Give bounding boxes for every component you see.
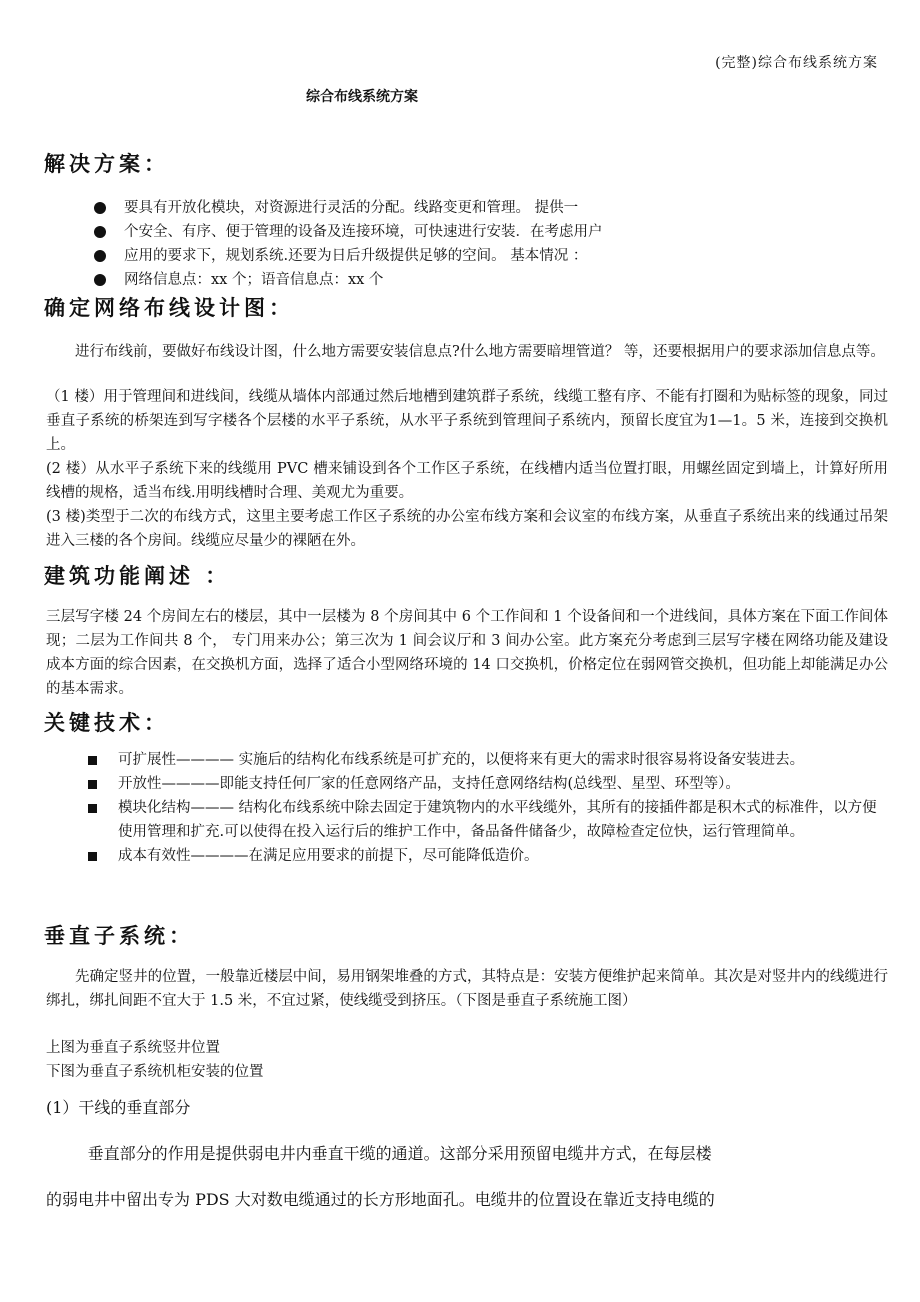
list-item: 个安全、有序、便于管理的设备及连接环境，可快速进行安装．在考虑用户 xyxy=(92,220,892,244)
bullet-square-icon xyxy=(88,780,97,789)
key-tech-bullet-list xyxy=(86,748,890,868)
design-intro-paragraph: 进行布线前，要做好布线设计图，什么地方需要安装信息点?什么地方需要暗埋管道？ 等，还要根据用户的要求添加信息点等。 xyxy=(75,344,885,360)
floor1-paragraph: （1 楼）用于管理间和进线间，线缆从墙体内部通过然后地槽到建筑群子系统，线缆工整有序、不能有打圈和为贴标签的现象，同过垂直子系统的桥架连到写字楼各个层楼的水平子系统，从水平子系统到管理间子系统内，预留长度宜为1—1。5 米，连接到交换机上。 xyxy=(46,389,888,453)
trunk-paragraph-line2: 的弱电井中留出专为 PDS 大对数电缆通过的长方形地面孔。电缆井的位置设在靠近支持电缆的 xyxy=(46,1190,715,1209)
floor2-paragraph: (2 楼）从水平子系统下来的线缆用 PVC 槽来铺设到各个工作区子系统，在线槽内适当位置打眼，用螺丝固定到墙上，计算好所用线槽的规格，适当布线.用明线槽时合理、美观尤为重要。 xyxy=(46,461,888,501)
doc-title: 综合布线系统方案 xyxy=(306,89,418,105)
list-item: 要具有开放化模块，对资源进行灵活的分配。线路变更和管理。 提供一 xyxy=(92,196,892,220)
floor3-paragraph: (3 楼)类型于二次的布线方式，这里主要考虑工作区子系统的办公室布线方案和会议室的布线方案，从垂直子系统出来的线通过吊架进入三楼的各个房间。线缆应尽量少的裸陋在外。 xyxy=(46,509,888,549)
section-heading-key-tech: 关键技术： xyxy=(44,711,169,735)
bullet-dot-icon xyxy=(94,250,106,262)
building-paragraph: 三层写字楼 24 个房间左右的楼层，其中一层楼为 8 个房间其中 6 个工作间和 1 个设备间和一个进线间，具体方案在下面工作间体现；二层为工作间共 8 个， 专门用来办公；第三次为 1 间会议厅和 3 间办公室。此方案充分考虑到三层写字楼在网络功能及建设成本方面的综合因素，在交换机方面，选择了适合小型网络环境的 14 口交换机，价格定位在弱网管交换机，但功能上却能满足办公的基本需求。 xyxy=(46,609,888,697)
section-heading-solution: 解决方案： xyxy=(44,152,169,176)
list-item: 模块化结构——— 结构化布线系统中除去固定于建筑物内的水平线缆外，其所有的接插件都是积木式的标准件，以方便使用管理和扩充.可以使得在投入运行后的维护工作中，备品备件储备少，故障检查定位快，运行管理简单。 xyxy=(86,796,890,844)
list-item: 开放性————即能支持任何厂家的任意网络产品，支持任意网络结构(总线型、星型、环型等）。 xyxy=(86,772,890,796)
caption-shaft: 上图为垂直子系统竖井位置 xyxy=(46,1040,220,1056)
bullet-square-icon xyxy=(88,852,97,861)
vertical-paragraph: 先确定竖井的位置，一般靠近楼层中间，易用钢架堆叠的方式，其特点是：安装方便维护起来简单。其次是对竖井内的线缆进行绑扎，绑扎间距不宜大于 1.5 米，不宜过紧，使线缆受到挤压。（下图是垂直子系统施工图） xyxy=(46,969,888,1009)
bullet-dot-icon xyxy=(94,226,106,238)
solution-bullet-list xyxy=(92,196,892,292)
section-heading-design: 确定网络布线设计图： xyxy=(44,296,294,320)
caption-cabinet: 下图为垂直子系统机柜安装的位置 xyxy=(46,1064,264,1080)
running-header: (完整)综合布线系统方案 xyxy=(715,55,878,71)
subheading-trunk-vertical: (1）干线的垂直部分 xyxy=(46,1098,191,1117)
bullet-dot-icon xyxy=(94,202,106,214)
trunk-paragraph-line1: 垂直部分的作用是提供弱电井内垂直干缆的通道。这部分采用预留电缆井方式，在每层楼 xyxy=(87,1144,712,1163)
list-item: 可扩展性———— 实施后的结构化布线系统是可扩充的，以便将来有更大的需求时很容易将设备安装进去。 xyxy=(86,748,890,772)
section-heading-building: 建筑功能阐述 ： xyxy=(44,564,231,588)
list-item: 应用的要求下，规划系统.还要为日后升级提供足够的空间。 基本情况 ： xyxy=(92,244,892,268)
bullet-square-icon xyxy=(88,804,97,813)
list-item: 成本有效性————在满足应用要求的前提下，尽可能降低造价。 xyxy=(86,844,890,868)
bullet-square-icon xyxy=(88,756,97,765)
section-heading-vertical: 垂直子系统： xyxy=(44,924,194,948)
list-item: 网络信息点：xx 个；语音信息点：xx 个 xyxy=(92,268,892,292)
bullet-dot-icon xyxy=(94,274,106,286)
